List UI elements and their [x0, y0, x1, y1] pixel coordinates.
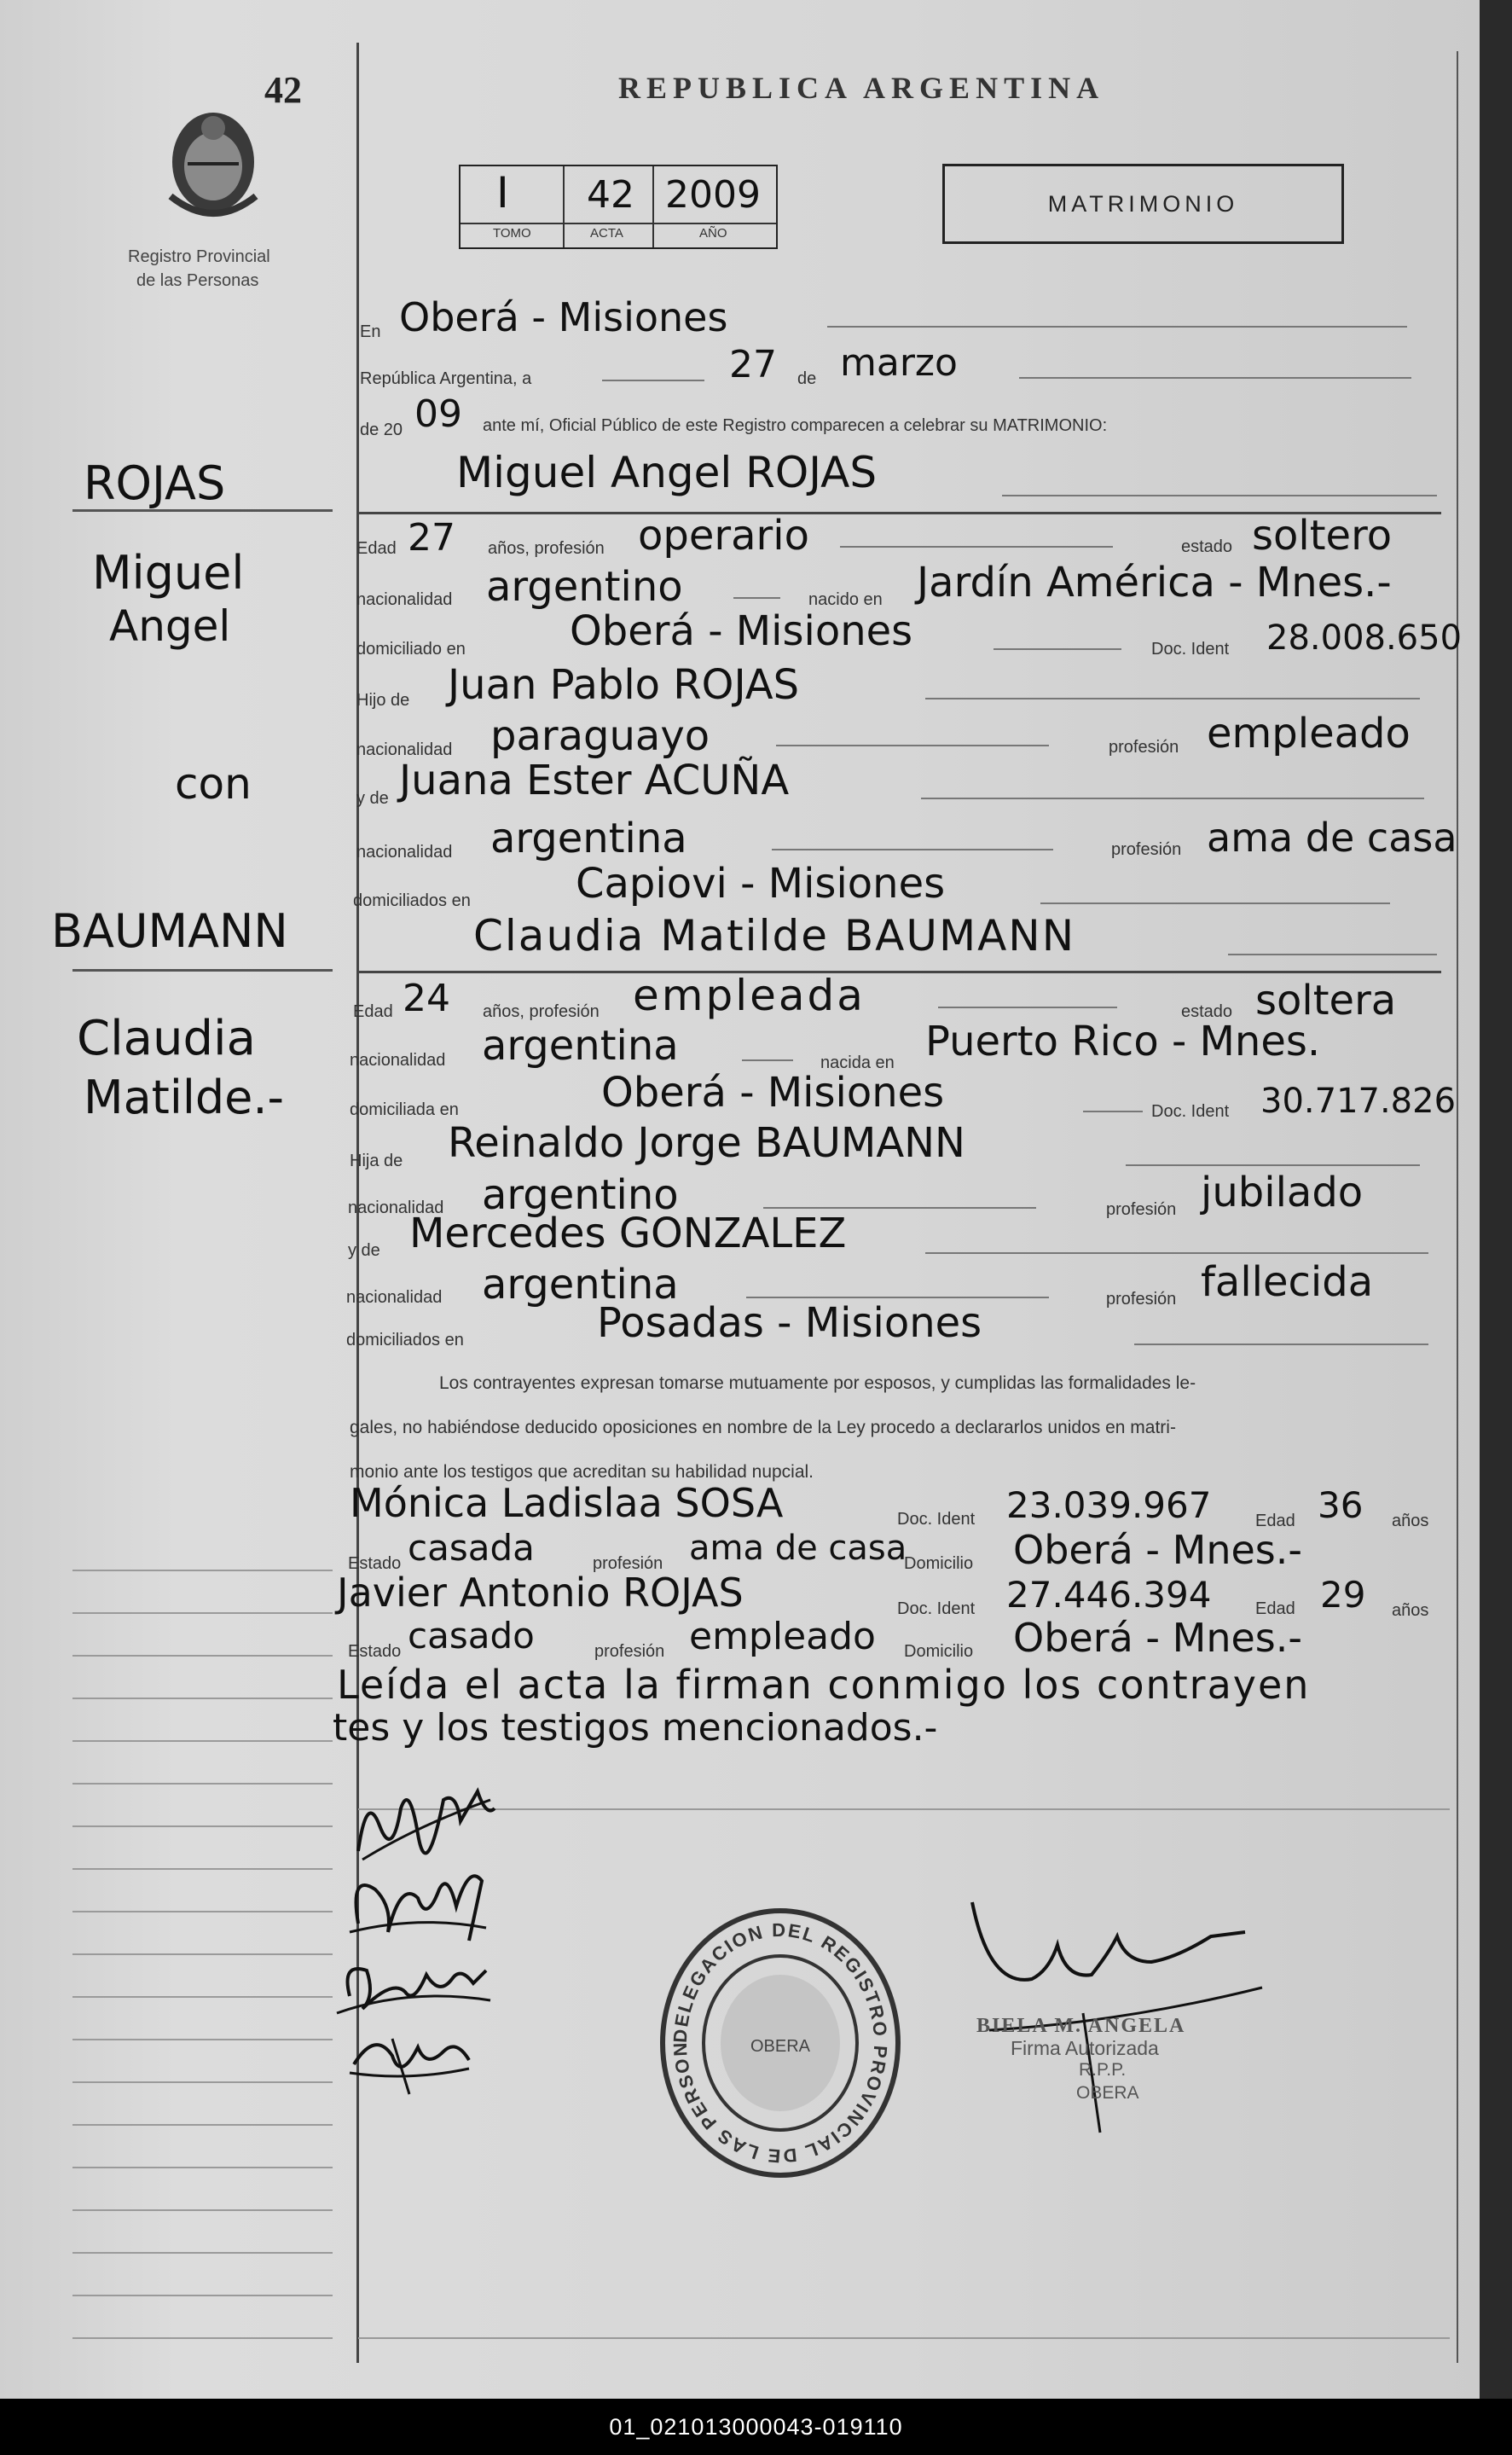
bride-name: Claudia Matilde BAUMANN: [473, 911, 1076, 961]
groom-estado-label: estado: [1181, 537, 1233, 556]
groom-yde-label: y de: [356, 789, 389, 808]
witness1-doc: 23.039.967: [1006, 1484, 1212, 1526]
page-number: 42: [264, 69, 302, 111]
registry-seal: [649, 1885, 904, 2184]
bride-doc: 30.717.826: [1260, 1082, 1457, 1121]
groom-edad-label: Edad: [356, 539, 397, 558]
coat-of-arms-logo: [162, 102, 264, 239]
witness1-dom-label: Domicilio: [904, 1554, 974, 1573]
groom-padre-prof-label: profesión: [1109, 738, 1179, 757]
en-label: En: [360, 322, 381, 341]
groom-madre-prof-label: profesión: [1111, 840, 1182, 859]
bride-madre-nac: argentina: [482, 1261, 679, 1309]
ante-text: ante mí, Oficial Público de este Registro comparecen a celebrar su MATRIMONIO:: [483, 416, 1108, 435]
groom-edad: 27: [408, 516, 455, 560]
witness2-name: Javier Antonio ROJAS: [337, 1570, 744, 1616]
groom-madre-nac: argentina: [490, 815, 687, 862]
bride-nacida: Puerto Rico - Mnes.: [925, 1018, 1321, 1065]
bride-estado: soltera: [1255, 977, 1397, 1024]
witness1-edad: 36: [1318, 1484, 1364, 1526]
groom-nacido-label: nacido en: [808, 590, 883, 609]
bride-madre-nac-label: nacionalidad: [346, 1288, 443, 1307]
bride-profesion: empleada: [633, 971, 866, 1020]
day: 27: [729, 343, 777, 386]
signature-1: [350, 1774, 503, 1868]
signature-4: [341, 2022, 478, 2098]
seal-ring-text: DELEGACION DEL REGISTRO PROVINCIAL DE LAS PERSONAS: [649, 1885, 892, 2168]
groom-madre-prof: ama de casa: [1207, 815, 1457, 861]
groom-anos-prof-label: años, profesión: [488, 539, 605, 558]
groom-padre-prof: empleado: [1207, 710, 1411, 757]
witness1-domicilio: Oberá - Mnes.-: [1013, 1527, 1302, 1573]
margin-groom-surname: ROJAS: [84, 456, 226, 510]
bride-nacionalidad: argentina: [482, 1022, 679, 1070]
acta-label: ACTA: [590, 226, 623, 241]
groom-padre-nac: paraguayo: [490, 712, 710, 760]
witness2-edad: 29: [1320, 1574, 1366, 1616]
bride-estado-label: estado: [1181, 1002, 1233, 1021]
closing-line2: tes y los testigos mencionados.-: [333, 1706, 938, 1750]
witness1-prof-label: profesión: [593, 1554, 663, 1573]
bride-nac-label: nacionalidad: [350, 1051, 446, 1070]
declaration-line3: monio ante los testigos que acreditan su habilidad nupcial.: [350, 1462, 814, 1482]
bride-padres-dom: Posadas - Misiones: [597, 1299, 982, 1347]
witness1-name: Mónica Ladislaa SOSA: [350, 1480, 784, 1526]
witness2-dom-label: Domicilio: [904, 1642, 974, 1661]
stamp-city: OBERA: [1076, 2083, 1139, 2103]
witness1-estado-label: Estado: [348, 1554, 402, 1573]
tomo-value: I: [496, 168, 509, 218]
bride-yde-label: y de: [348, 1241, 380, 1260]
witness1-doc-label: Doc. Ident: [897, 1510, 976, 1529]
groom-padre-nac-label: nacionalidad: [356, 740, 453, 759]
groom-estado: soltero: [1252, 512, 1393, 560]
bride-padre-nac: argentino: [482, 1171, 679, 1219]
seal-center-text: OBERA: [750, 2037, 811, 2056]
scan-border: [1480, 0, 1512, 2399]
bride-nacida-label: nacida en: [820, 1053, 895, 1072]
witness2-profesion: empleado: [689, 1615, 876, 1658]
bride-padre: Reinaldo Jorge BAUMANN: [448, 1119, 965, 1167]
witness2-doc: 27.446.394: [1006, 1574, 1212, 1616]
groom-profesion: operario: [638, 512, 809, 560]
registry-name-line2: de las Personas: [136, 271, 259, 290]
groom-padres-dom-label: domiciliados en: [353, 891, 471, 910]
groom-madre-nac-label: nacionalidad: [356, 843, 453, 862]
closing-line1: Leída el acta la firman conmigo los contrayen: [337, 1662, 1311, 1708]
de-label: de: [797, 369, 817, 388]
witness2-prof-label: profesión: [594, 1642, 665, 1661]
month: marzo: [840, 341, 958, 385]
year-suffix: 09: [414, 392, 462, 436]
bride-anos-prof-label: años, profesión: [483, 1002, 600, 1021]
acta-value: 42: [587, 173, 634, 217]
margin-groom-first: Miguel: [92, 546, 245, 600]
groom-nac-label: nacionalidad: [356, 590, 453, 609]
witness2-estado: casado: [408, 1615, 535, 1657]
bride-padre-prof-label: profesión: [1106, 1200, 1177, 1219]
bride-madre: Mercedes GONZALEZ: [409, 1210, 847, 1257]
bride-hija-label: Hija de: [350, 1152, 403, 1170]
country-heading: REPUBLICA ARGENTINA: [618, 71, 1105, 105]
groom-hijo-label: Hijo de: [356, 691, 410, 710]
stamp-rpp: R.P.P.: [1079, 2060, 1127, 2080]
bride-edad-label: Edad: [353, 1002, 393, 1021]
witness1-anos-label: años: [1392, 1512, 1429, 1530]
bride-padre-prof: jubilado: [1201, 1169, 1364, 1216]
right-margin-line: [1457, 51, 1458, 2363]
stamp-title: Firma Autorizada: [1011, 2037, 1159, 2059]
place: Oberá - Misiones: [399, 294, 728, 340]
groom-padres-dom: Capiovi - Misiones: [576, 860, 946, 908]
signature-2: [341, 1855, 495, 1949]
stamp-name: BIELA M. ANGELA: [976, 2015, 1186, 2037]
witness2-domicilio: Oberá - Mnes.-: [1013, 1615, 1302, 1661]
registry-name-line1: Registro Provincial: [128, 247, 270, 266]
witness1-edad-label: Edad: [1255, 1512, 1295, 1530]
bride-domicilio: Oberá - Misiones: [601, 1069, 945, 1117]
witness2-estado-label: Estado: [348, 1642, 402, 1661]
tomo-label: TOMO: [493, 226, 531, 241]
bride-doc-label: Doc. Ident: [1151, 1102, 1230, 1121]
document-type-box: [942, 164, 1344, 244]
ano-label: AÑO: [699, 226, 727, 241]
margin-groom-second: Angel: [109, 601, 231, 651]
witness2-doc-label: Doc. Ident: [897, 1599, 976, 1618]
bride-madre-prof-label: profesión: [1106, 1290, 1177, 1309]
witness1-profesion: ama de casa: [689, 1529, 907, 1568]
margin-bride-surname: BAUMANN: [51, 904, 288, 958]
witness2-edad-label: Edad: [1255, 1599, 1295, 1618]
bride-madre-prof: fallecida: [1201, 1258, 1374, 1306]
republica-label: República Argentina, a: [360, 369, 532, 388]
bride-dom-label: domiciliada en: [350, 1100, 459, 1119]
margin-con: con: [175, 759, 252, 809]
bride-padres-dom-label: domiciliados en: [346, 1331, 464, 1349]
record-index-box: [459, 165, 778, 249]
witness1-estado: casada: [408, 1527, 535, 1569]
margin-bride-first: Claudia: [77, 1011, 256, 1066]
image-id-caption: 01_021013000043-019110: [0, 2399, 1512, 2455]
year-prefix: de 20: [360, 421, 403, 439]
bride-padre-nac-label: nacionalidad: [348, 1198, 444, 1217]
groom-doc-label: Doc. Ident: [1151, 640, 1230, 659]
declaration-line1: Los contrayentes expresan tomarse mutuamente por esposos, y cumplidas las formalidades le-: [439, 1373, 1196, 1393]
bride-edad: 24: [403, 977, 450, 1020]
groom-nacionalidad: argentino: [486, 563, 683, 611]
declaration-line2: gales, no habiéndose deducido oposiciones en nombre de la Ley procedo a declararlos unidos en matri-: [350, 1418, 1176, 1437]
witness2-anos-label: años: [1392, 1601, 1429, 1620]
document-type-title: MATRIMONIO: [1047, 190, 1239, 217]
groom-name: Miguel Angel ROJAS: [456, 448, 878, 497]
groom-dom-label: domiciliado en: [356, 640, 466, 659]
groom-madre: Juana Ester ACUÑA: [399, 757, 790, 804]
groom-domicilio: Oberá - Misiones: [570, 607, 913, 655]
margin-bride-second: Matilde.-: [84, 1071, 285, 1124]
groom-nacido: Jardín América - Mnes.-: [917, 559, 1392, 606]
signature-3: [333, 1945, 495, 2022]
groom-doc: 28.008.650: [1266, 618, 1463, 658]
ano-value: 2009: [665, 173, 761, 217]
groom-padre: Juan Pablo ROJAS: [448, 661, 800, 709]
